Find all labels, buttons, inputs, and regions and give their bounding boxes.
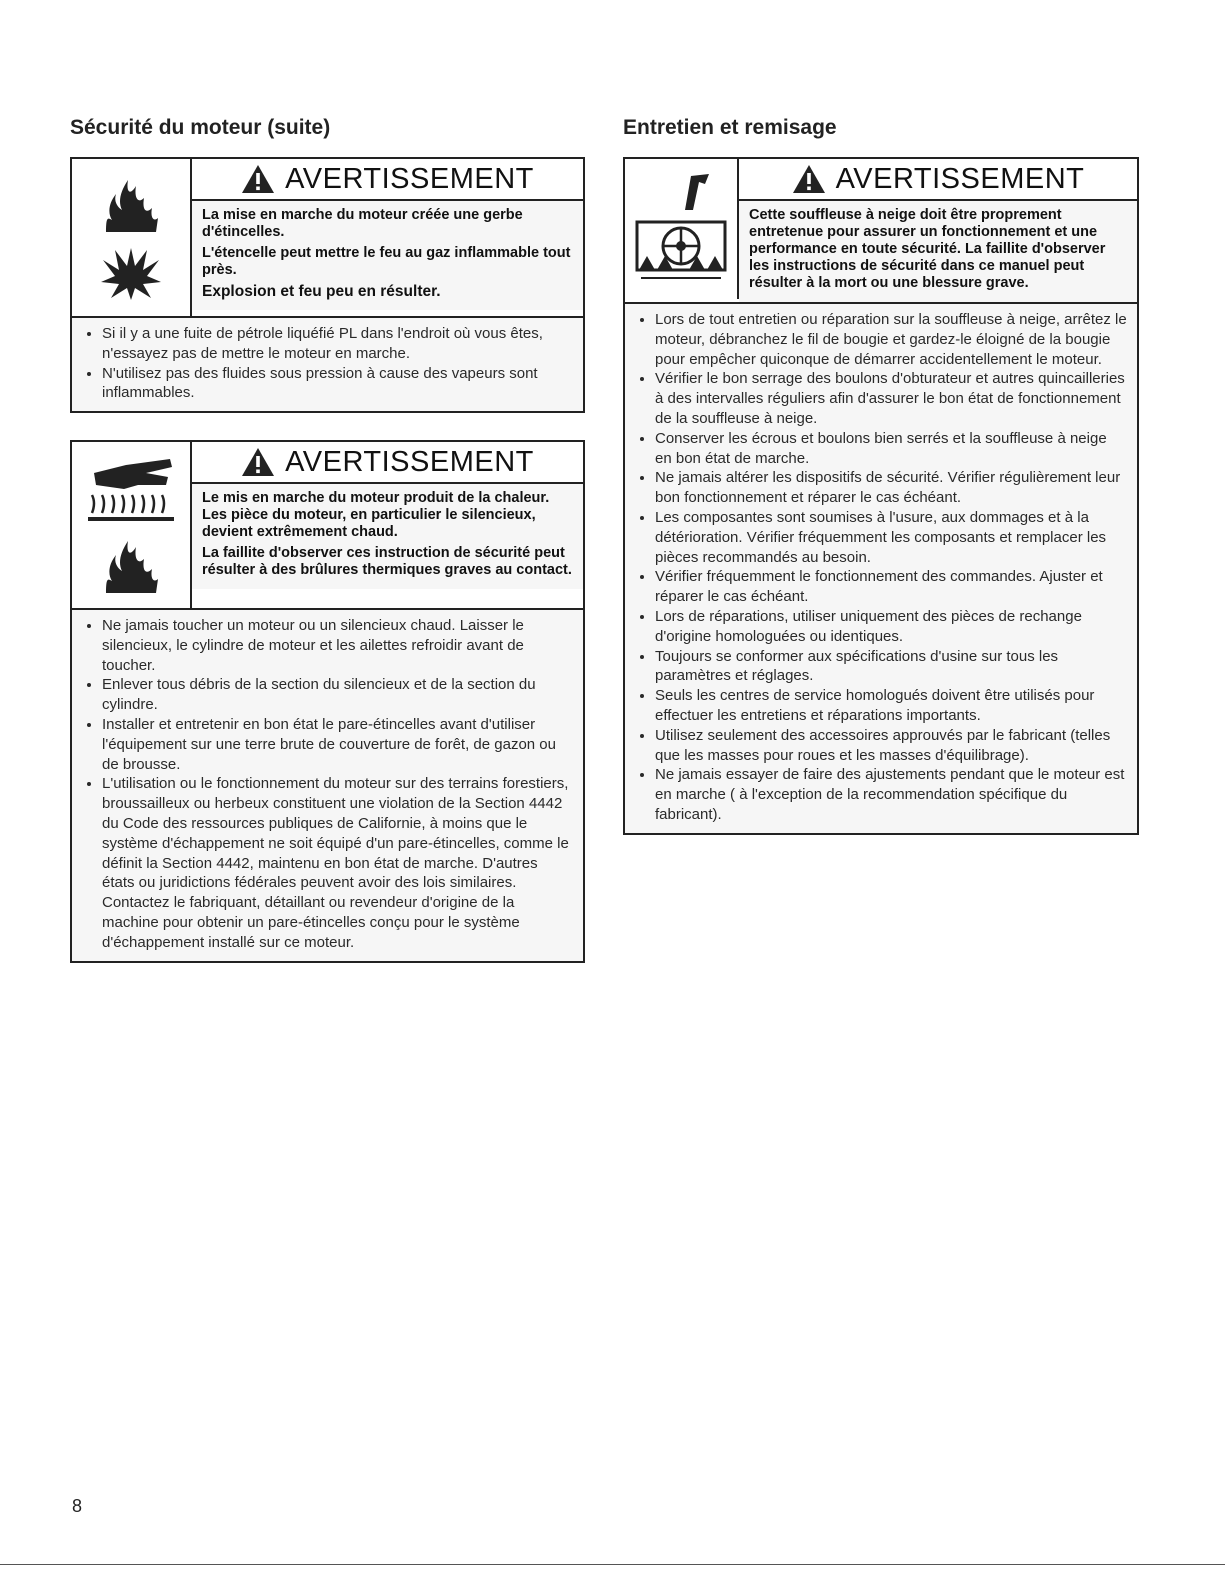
- list-item: • Vérifier fréquemment le fonctionnement des commandes. Ajuster et réparer le cas échéant.: [655, 567, 1127, 607]
- page-number: 8: [72, 1496, 83, 1516]
- warning-box-sparks: [70, 157, 585, 413]
- list-item: • Lors de tout entretien ou réparation sur la souffleuse à neige, arrêtez le moteur, débranchez le fil de bougie et gardez-le éloigné de la bougie pour empêcher quiconque de démarrer accidentellement le moteur.: [655, 310, 1127, 369]
- warning-title: [192, 442, 583, 484]
- explosion-icon: [99, 242, 163, 302]
- list-item: • Vérifier le bon serrage des boulons d'obturateur et autres quincailleries à des intervalles réguliers afin d'assurer le bon état de fonctionnement de la souffleuse à neige.: [655, 369, 1127, 428]
- hot-surface-hand-icon: [86, 455, 176, 525]
- warning-message: La mise en marche du moteur créée une gerbe d'étincelles.: [202, 207, 523, 240]
- list-item: • Ne jamais toucher un moteur ou un silencieux chaud. Laisser le silencieux, le cylindre de moteur et les ailettes refroidir avant de toucher.: [102, 616, 573, 675]
- warning-messages: [192, 201, 583, 310]
- warning-title: [739, 159, 1137, 201]
- warning-header: [72, 442, 583, 610]
- warning-message: Le mis en marche du moteur produit de la chaleur. Les pièce du moteur, en particulier le silencieux, devient extrêmement chaud.: [202, 490, 550, 540]
- warning-box-heat: [70, 440, 585, 963]
- fire-icon: [96, 174, 166, 234]
- list-item: • Ne jamais altérer les dispositifs de sécurité. Vérifier régulièrement leur bon fonctionnement et réparer le cas échéant.: [655, 468, 1127, 508]
- warning-content: [192, 442, 583, 608]
- page-bottom-rule: [0, 1564, 1225, 1565]
- list-item: • Les composantes sont soumises à l'usure, aux dommages et à la détérioration. Vérifier fréquemment les composants et remplacer les pièces recommandés au besoin.: [655, 508, 1127, 567]
- list-item: • Conserver les écrous et boulons bien serrés et la souffleuse à neige en bon état de marche.: [655, 429, 1127, 469]
- section-title-engine-safety: Sécurité du moteur (suite): [70, 116, 331, 139]
- list-item: • Lors de réparations, utiliser uniquement des pièces de rechange d'origine homologuées ou identiques.: [655, 607, 1127, 647]
- warning-message: Cette souffleuse à neige doit être proprement entretenue pour assurer un fonctionnement et une performance en toute sécurité. La faillite d'observer les instructions de sécurité dans ce manuel peut résulter à la mort ou une blessure grave.: [749, 207, 1106, 291]
- warning-triangle-icon: [792, 164, 826, 194]
- section-title-maintenance-storage: Entretien et remisage: [623, 116, 837, 139]
- fire-icon: [96, 535, 166, 595]
- warning-title-text: AVERTISSEMENT: [285, 162, 534, 195]
- warning-title-text: AVERTISSEMENT: [835, 162, 1085, 195]
- safety-bullet-list: [72, 318, 583, 411]
- warning-messages: [739, 201, 1137, 302]
- warning-box-maintenance: [623, 157, 1139, 835]
- list-item: • Enlever tous débris de la section du silencieux et de la section du cylindre.: [102, 675, 573, 715]
- warning-content: [739, 159, 1137, 302]
- warning-header: [625, 159, 1137, 304]
- warning-message: La faillite d'observer ces instruction de sécurité peut résulter à des brûlures thermiques graves au contact.: [202, 545, 572, 578]
- maintenance-bullet-list: [625, 304, 1137, 833]
- list-item: • Seuls les centres de service homologués doivent être utilisés pour effectuer les entretiens et réparations importants.: [655, 686, 1127, 726]
- snowthrower-auger-icon: [633, 170, 729, 288]
- list-item: • Ne jamais essayer de faire des ajustements pendant que le moteur est en marche ( à l'exception de la recommendation spécifique du fabricant).: [655, 765, 1127, 824]
- list-item: • Utilisez seulement des accessoires approuvés par le fabricant (telles que les masses pour roues et les masses d'équilibrage).: [655, 726, 1127, 766]
- list-item: • Installer et entretenir en bon état le pare-étincelles avant d'utiliser l'équipement sur une terre brute de couverture de forêt, de gazon ou de brousse.: [102, 715, 573, 774]
- list-item: • Toujours se conformer aux spécifications d'usine sur tous les paramètres et réglages.: [655, 647, 1127, 687]
- icon-panel: [72, 159, 192, 316]
- warning-triangle-icon: [241, 447, 275, 477]
- list-item: • L'utilisation ou le fonctionnement du moteur sur des terrains forestiers, broussailleux ou herbeux constituent une violation de la Section 4442 du Code des ressources publiques de Californie, à moins que le système d'échappement ne soit équipé d'un pare-étincelles, comme le définit la Section 4442, maintenu en bon état de marche. D'autres états ou juridictions fédérales peuvent avoir des lois similaires. Contactez le fabriquant, détaillant ou revendeur d'origine de la machine pour obtenir un pare-étincelles conçu pour le système d'échappement installé sur ce moteur.: [102, 774, 573, 952]
- warning-messages: [192, 484, 583, 589]
- warning-title: [192, 159, 583, 201]
- list-item: • N'utilisez pas des fluides sous pression à cause des vapeurs sont inflammables.: [102, 364, 573, 404]
- icon-panel: [625, 159, 739, 299]
- list-item: • Si il y a une fuite de pétrole liquéfié PL dans l'endroit où vous êtes, n'essayez pas de mettre le moteur en marche.: [102, 324, 573, 364]
- warning-triangle-icon: [241, 164, 275, 194]
- warning-content: [192, 159, 583, 316]
- warning-title-text: AVERTISSEMENT: [285, 445, 534, 478]
- warning-message: L'étencelle peut mettre le feu au gaz inflammable tout près.: [202, 245, 571, 278]
- warning-header: [72, 159, 583, 318]
- safety-bullet-list: [72, 610, 583, 961]
- warning-message: Explosion et feu peu en résulter.: [202, 283, 441, 300]
- icon-panel: [72, 442, 192, 608]
